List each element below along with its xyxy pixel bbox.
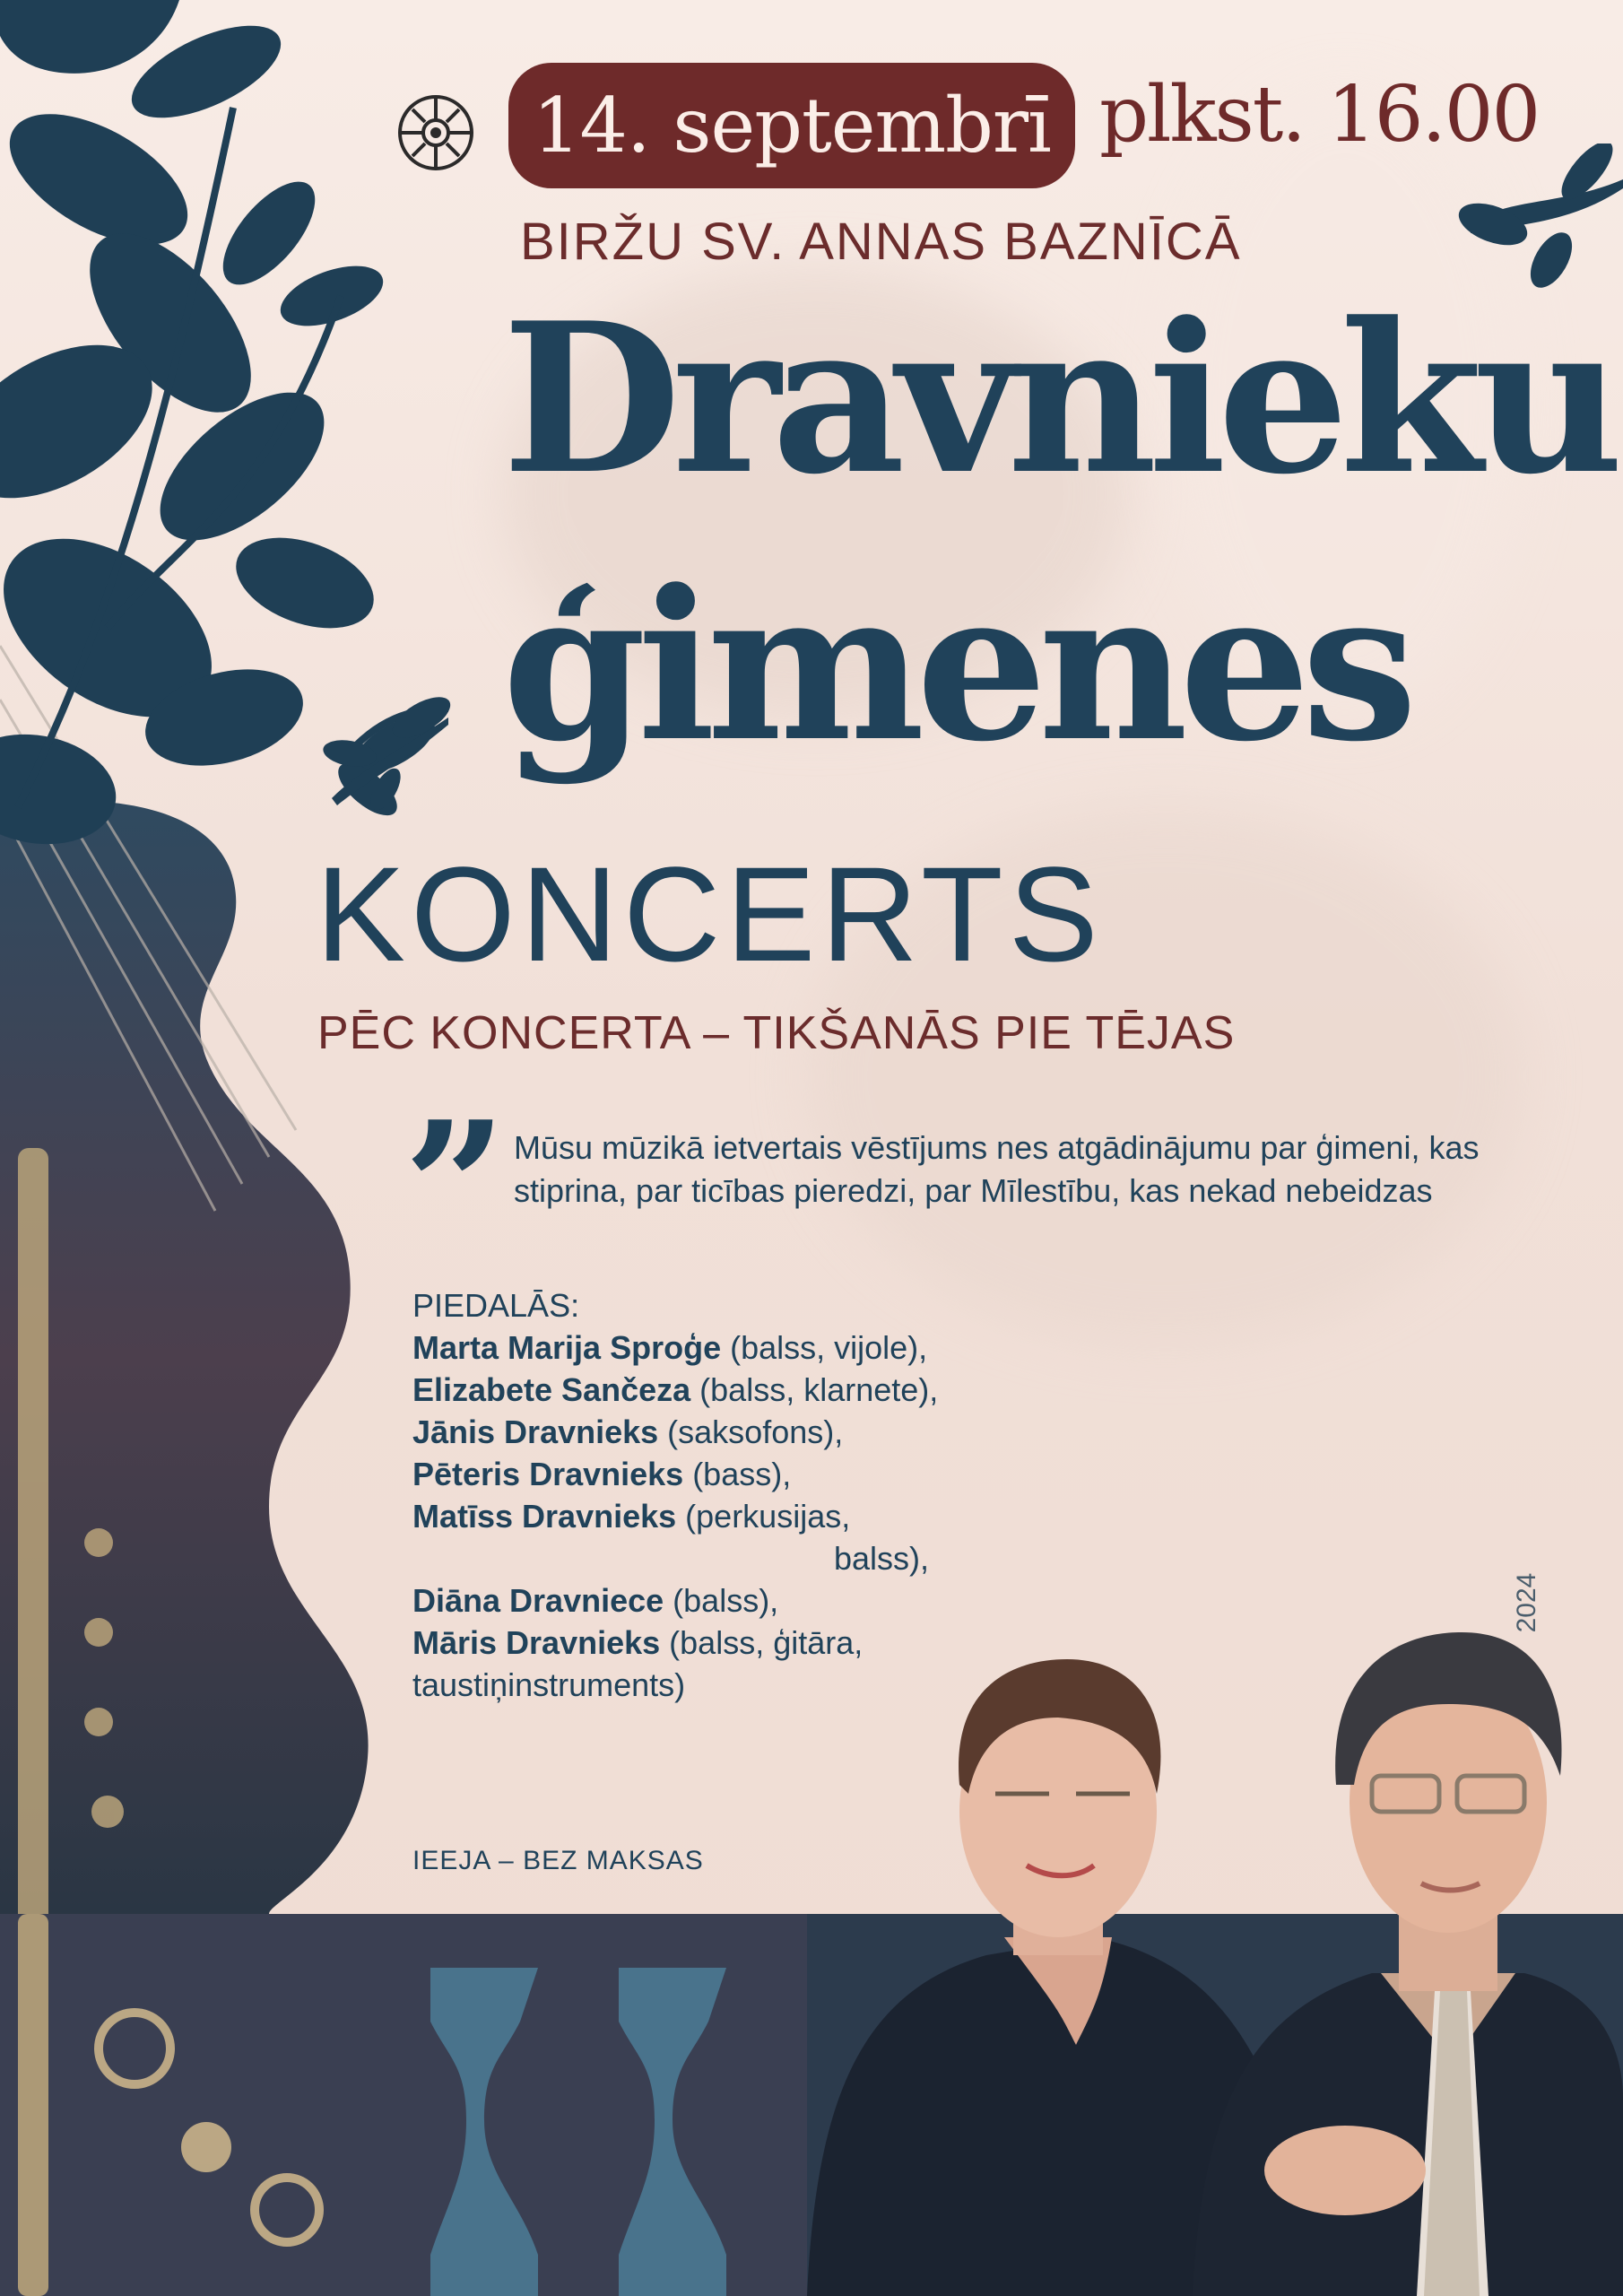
performer-name: Marta Marija Sproģe [412, 1329, 722, 1366]
performer-name: Pēteris Dravnieks [412, 1456, 684, 1492]
year-label: 2024 [1512, 1572, 1541, 1633]
quote-mark-icon: ” [404, 1083, 508, 1293]
performer-name: Jānis Dravnieks [412, 1413, 659, 1450]
title-line-3: KONCERTS [316, 839, 1104, 989]
performers-photo [789, 1363, 1623, 2296]
leaf-sprig-icon [323, 682, 457, 825]
performer-name: Diāna Dravniece [412, 1582, 664, 1619]
performer-role: (perkusijas, [676, 1498, 851, 1535]
title-line-2: ģimenes [502, 545, 1409, 787]
performer-role-continued: taustiņinstruments) [412, 1666, 686, 1703]
event-time: plkst. 16.00 [1099, 70, 1540, 160]
performer-role: (bass), [683, 1456, 792, 1492]
quote-text: Mūsu mūzikā ietvertais vēstījums nes atgādinājumu par ģimeni, kas stiprina, par ticības pieredzi, par Mīlestību, kas nekad nebeidzas [514, 1129, 1480, 1209]
event-date: 14. septembrī [533, 82, 1051, 170]
entry-info: IEEJA – BEZ MAKSAS [412, 1846, 704, 1875]
ornament-icon [395, 91, 477, 174]
performers-heading: PIEDALĀS: [412, 1287, 580, 1324]
performer-role: (balss), [664, 1582, 779, 1619]
performer-name: Matīss Dravnieks [412, 1498, 677, 1535]
title-line-1: Dravnieku [502, 278, 1615, 520]
performer-name: Elizabete Sančeza [412, 1371, 691, 1408]
performer-role-continued: balss), [834, 1540, 930, 1577]
performer-role: (saksofons), [658, 1413, 844, 1450]
performer-role: (balss, ģitāra, [660, 1624, 864, 1661]
event-venue: BIRŽU SV. ANNAS BAZNĪCĀ [520, 213, 1242, 271]
list-item [412, 1326, 1004, 1369]
date-badge [508, 63, 1075, 188]
performer-name: Māris Dravnieks [412, 1624, 661, 1661]
subtitle: PĒC KONCERTA – TIKŠANĀS PIE TĒJAS [317, 1007, 1236, 1059]
performer-role: (balss, vijole), [721, 1329, 928, 1366]
performer-role: (balss, klarnete), [690, 1371, 939, 1408]
